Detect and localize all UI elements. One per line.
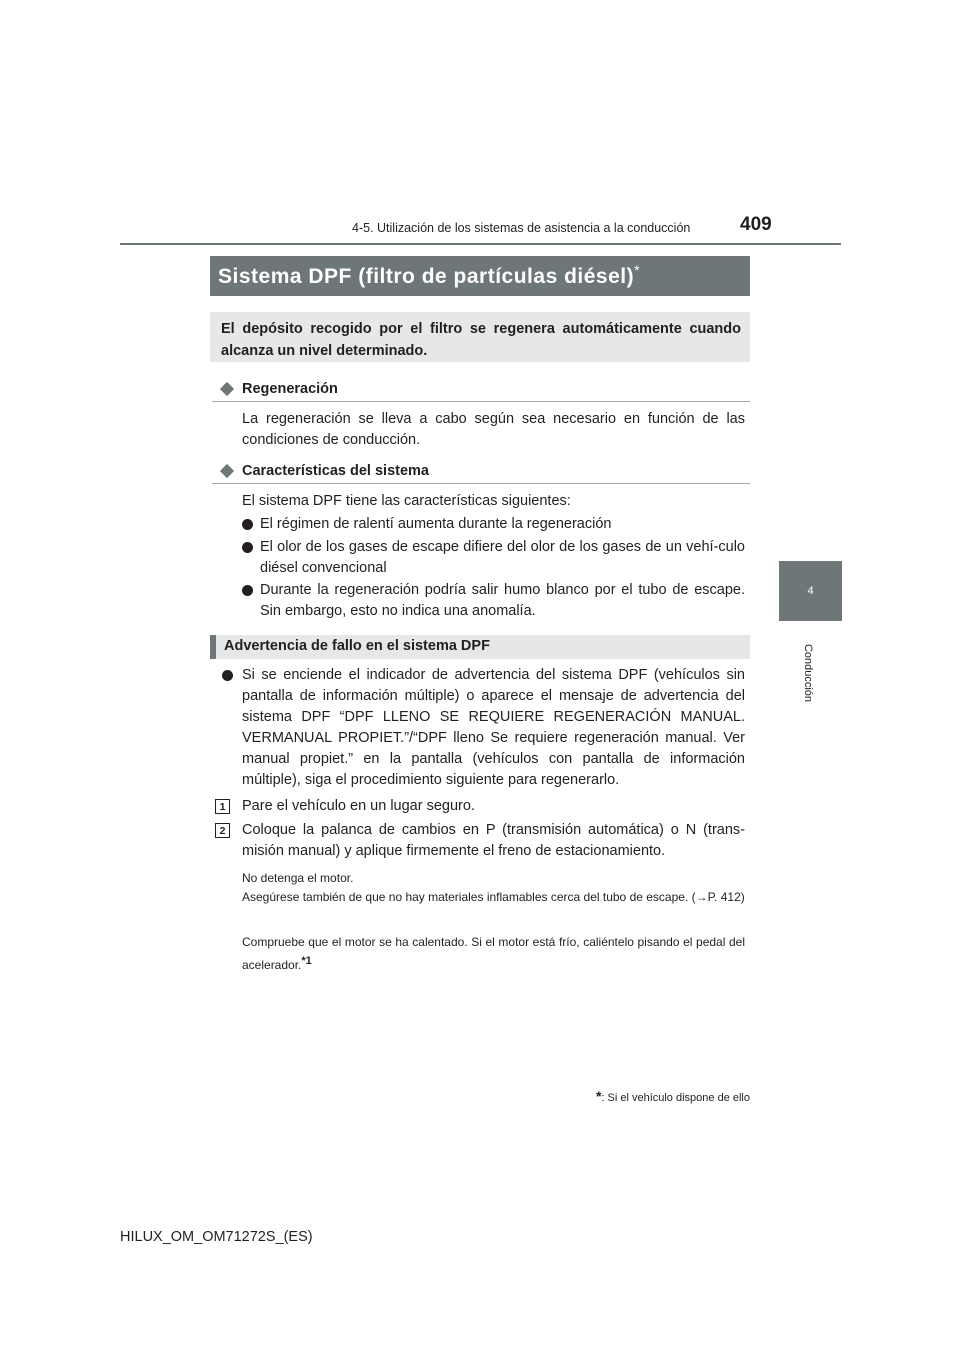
note-text <box>242 933 745 975</box>
subheading-features-label: Características del sistema <box>242 463 429 479</box>
header-section-title: 4-5. Utilización de los sistemas de asistencia a la conducción <box>352 221 691 235</box>
intro-text: El depósito recogido por el filtro se regenera automáticamente cuando alcanza un nivel determinado. <box>221 321 741 359</box>
chapter-tab <box>779 561 842 621</box>
note-reference: *1 <box>301 955 312 967</box>
footnote <box>596 1088 750 1104</box>
footnote-marker: * <box>595 1088 602 1104</box>
section-title: Sistema DPF (filtro de partículas diésel) <box>218 265 635 288</box>
bullet-icon <box>222 670 233 681</box>
warning-heading-bar <box>210 635 216 659</box>
note-text-body: Compruebe que el motor se ha calentado. Si el motor está frío, caliéntelo pisando el pedal del acelerador. <box>242 935 745 972</box>
regeneration-body: La regeneración se lleva a cabo según sea necesario en función de las condiciones de conducción. <box>242 411 745 448</box>
title-asterisk: * <box>634 262 641 278</box>
bullet-icon <box>242 519 253 530</box>
subheading-regeneration-label: Regeneración <box>242 381 338 397</box>
chapter-label-text: Conducción <box>802 643 814 703</box>
chapter-number: 4 <box>807 585 814 597</box>
step-text: Coloque la palanca de cambios en P (transmisión automática) o N (trans-misión manual) y aplique firmemente el freno de estacionamiento. <box>242 822 745 859</box>
step-text: Pare el vehículo en un lugar seguro. <box>242 798 475 814</box>
bullet-icon <box>242 542 253 553</box>
step-number: 1 <box>215 799 230 814</box>
page-number: 409 <box>740 214 772 235</box>
note-text: No detenga el motor. <box>242 871 354 885</box>
document-id: HILUX_OM_OM71272S_(ES) <box>120 1229 313 1245</box>
chapter-label <box>773 628 843 718</box>
warning-heading: Advertencia de fallo en el sistema DPF <box>224 638 490 654</box>
note-text: Asegúrese también de que no hay materiales inflamables cerca del tubo de escape. (→P. 412) <box>242 890 745 904</box>
footnote-text: : Si el vehículo dispone de ello <box>601 1092 750 1104</box>
diamond-icon <box>220 464 234 478</box>
list-item-text: El régimen de ralentí aumenta durante la regeneración <box>260 516 612 532</box>
list-item-text: El olor de los gases de escape difiere del olor de los gases de un vehí-culo diésel convencional <box>260 539 745 576</box>
header-divider <box>120 243 841 245</box>
step-number: 2 <box>215 823 230 838</box>
warning-heading-box <box>210 635 750 659</box>
subheading-rule <box>212 401 750 402</box>
features-intro: El sistema DPF tiene las características siguientes: <box>242 493 571 509</box>
intro-box <box>210 312 750 362</box>
list-item-text: Durante la regeneración podría salir humo blanco por el tubo de escape. Sin embargo, esto no indica una anomalía. <box>260 582 745 619</box>
bullet-icon <box>242 585 253 596</box>
warning-bullet-text: Si se enciende el indicador de advertencia del sistema DPF (vehículos sin pantalla de información múltiple) o aparece el mensaje de advertencia del sistema DPF “DPF LLENO SE REQUIERE REGENERACIÓN MANUAL. VERMANUAL PROPIET.”/“DPF lleno Se requiere regeneración manual. Ver manual propiet.” en la pantalla (vehículos con pantalla de información múltiple), siga el procedimiento siguiente para regenerarlo. <box>242 667 745 788</box>
subheading-rule <box>212 483 750 484</box>
section-title-bar <box>210 256 750 296</box>
diamond-icon <box>220 382 234 396</box>
